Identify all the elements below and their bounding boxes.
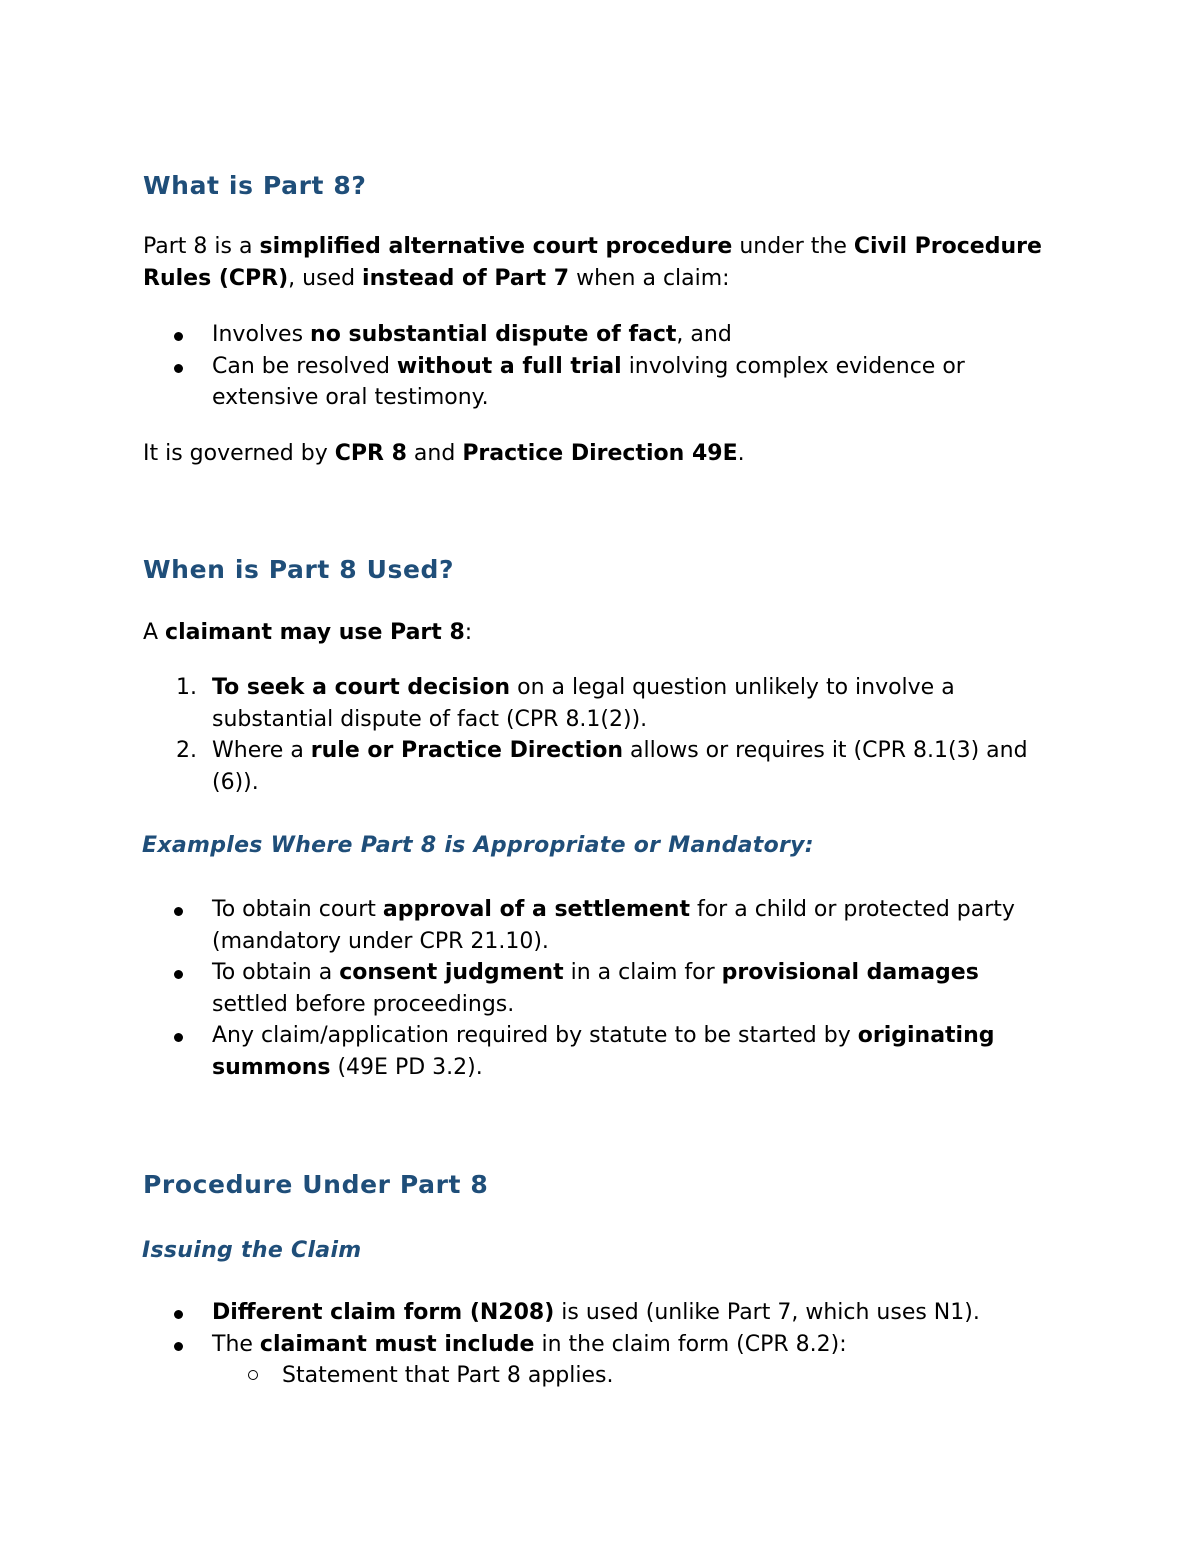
bold-run: Practice Direction 49E (462, 441, 738, 466)
paragraph-part8-intro (143, 231, 1063, 294)
list-item (143, 1329, 1053, 1361)
text-run: on a legal question unlikely to involve a substantial dispute of fact (CPR 8.1(2)). (212, 675, 955, 732)
text-run: Can be resolved (212, 353, 397, 379)
text-run: Statement that Part 8 applies. (282, 1363, 614, 1388)
bullet-list-issuing (143, 1297, 1053, 1392)
bullet-icon (174, 1310, 183, 1319)
text-run: A (143, 620, 166, 645)
bold-run: claimant must include (259, 1331, 535, 1357)
text-run: involving complex evidence or extensive oral testimony. (212, 353, 965, 410)
bold-run: CPR 8 (334, 441, 407, 466)
list-item (143, 957, 1053, 1020)
text-run: allows or requires it (CPR 8.1(3) and (6)). (212, 738, 1028, 795)
text-run: It is governed by (143, 441, 335, 466)
bullet-list-claim-conditions (143, 319, 1023, 414)
text-run: To obtain court (212, 897, 383, 922)
subheading-issuing-the-claim: Issuing the Claim (142, 1238, 362, 1263)
bold-run: simplified alternative court procedure (259, 234, 733, 259)
text-run: Involves (212, 322, 311, 347)
heading-what-is-part-8: What is Part 8? (143, 171, 367, 200)
bullet-icon (174, 364, 183, 373)
text-run: Part 8 is a (143, 234, 260, 259)
text-run: settled before proceedings. (212, 991, 515, 1017)
text-run: Any claim/application required by statute to be started by (212, 1023, 858, 1048)
bold-run: provisional damages (721, 960, 979, 985)
bold-run: Different claim form (N208) (212, 1300, 555, 1325)
bold-run: Civil Procedure Rules (CPR) (143, 234, 1042, 291)
list-number: 2. (176, 738, 197, 763)
list-item (143, 1020, 1053, 1083)
sub-list-item (143, 1360, 1053, 1392)
list-item (143, 351, 1023, 414)
list-item (143, 319, 1023, 351)
heading-procedure-under-part-8: Procedure Under Part 8 (143, 1170, 489, 1199)
text-run: (49E PD 3.2). (330, 1054, 483, 1080)
bold-run: To seek a court decision (212, 675, 511, 700)
bold-run: claimant may use Part 8 (165, 620, 465, 645)
heading-when-is-part-8-used: When is Part 8 Used? (143, 555, 455, 584)
text-run: when a claim: (569, 265, 730, 291)
paragraph-governed-by (143, 438, 1063, 470)
list-item (143, 735, 1053, 798)
bold-run: instead of Part 7 (362, 265, 570, 291)
bold-run: consent judgment (339, 960, 564, 985)
text-run: , used (288, 265, 363, 291)
text-run: and (406, 441, 463, 466)
bullet-list-examples (143, 894, 1053, 1083)
list-item (143, 894, 1053, 957)
text-run: : (464, 620, 473, 645)
text-run: To obtain a (212, 960, 340, 985)
list-number: 1. (176, 675, 197, 700)
bullet-icon (174, 970, 183, 979)
text-run: , and (676, 322, 732, 347)
list-item (143, 1297, 1053, 1329)
bold-run: no substantial dispute of fact (310, 322, 677, 347)
bullet-icon (174, 332, 183, 341)
bold-run: without a full trial (396, 353, 622, 379)
text-run: . (737, 441, 745, 466)
circle-bullet-icon (248, 1370, 258, 1380)
numbered-list-uses (143, 672, 1053, 798)
text-run: in a claim for (563, 960, 722, 985)
text-run: is used (unlike Part 7, which uses N1). (554, 1300, 980, 1325)
bullet-icon (174, 1342, 183, 1351)
paragraph-claimant-may-use (143, 617, 1063, 649)
text-run: in the claim form (CPR 8.2): (534, 1331, 847, 1357)
text-run: Where a (212, 738, 311, 763)
bullet-icon (174, 1033, 183, 1042)
bold-run: rule or Practice Direction (310, 738, 624, 763)
text-run: under the (732, 234, 854, 259)
subheading-examples: Examples Where Part 8 is Appropriate or Mandatory: (142, 833, 814, 858)
text-run: for a child or protected party (mandatory under CPR 21.10). (212, 897, 1015, 954)
bullet-icon (174, 907, 183, 916)
text-run: The (212, 1331, 260, 1357)
bold-run: approval of a settlement (382, 897, 690, 922)
bold-run: originating summons (212, 1023, 995, 1080)
list-item (143, 672, 1053, 735)
